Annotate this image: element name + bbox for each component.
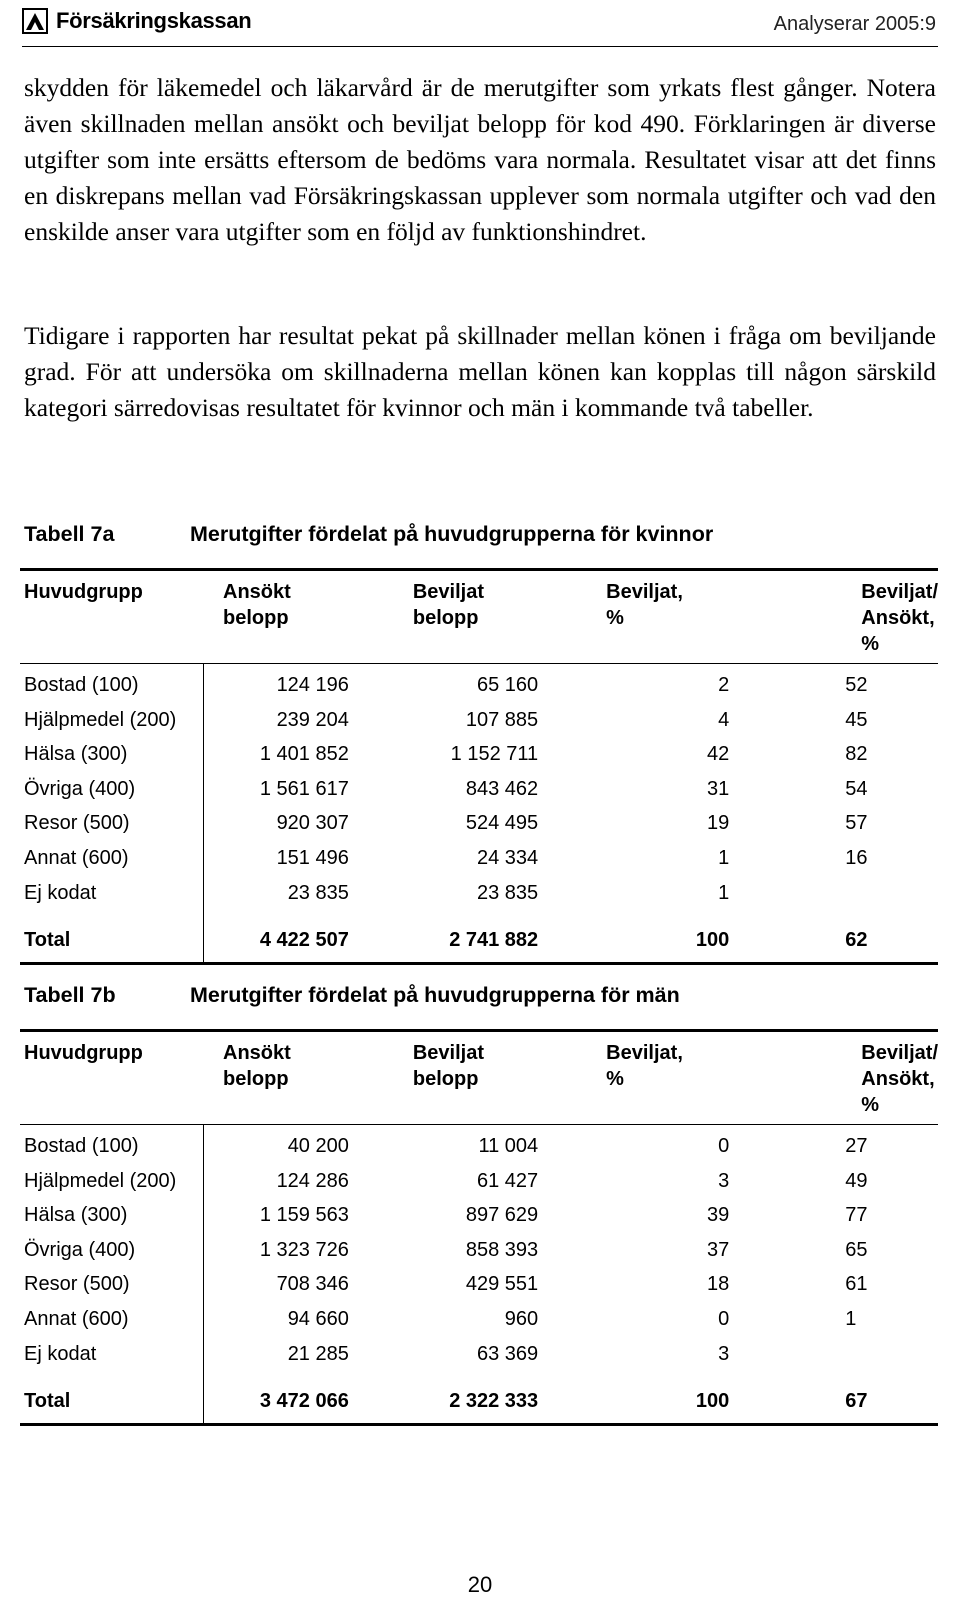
table-label: Tabell 7b <box>24 983 116 1007</box>
cell: 4 422 507 <box>203 910 393 964</box>
cell: 858 393 <box>465 1238 539 1261</box>
cell: 1 561 617 <box>203 772 393 807</box>
page-number: 20 <box>467 1572 493 1597</box>
cell: Total <box>20 1371 203 1425</box>
cell: 24 334 <box>477 846 539 869</box>
table-label: Tabell 7a <box>24 522 115 546</box>
table-row <box>20 876 938 911</box>
cell: 61 427 <box>477 1169 539 1192</box>
table-row <box>20 664 938 703</box>
cell: 21 285 <box>203 1337 393 1372</box>
cell: 124 286 <box>203 1164 393 1199</box>
cell: 3 <box>718 1169 730 1192</box>
cell: Annat (600) <box>24 846 129 869</box>
report-id: Analyserar 2005:9 <box>773 13 936 35</box>
column-header: Beviljat, % <box>586 570 841 664</box>
cell: 151 496 <box>203 841 393 876</box>
cell: 843 462 <box>465 777 539 800</box>
cell: 960 <box>504 1307 539 1330</box>
cell: 57 <box>845 812 868 835</box>
cell: Ej kodat <box>24 1342 97 1365</box>
cell: 239 204 <box>203 703 393 738</box>
cell: 16 <box>845 846 868 869</box>
cell: 65 160 <box>477 674 539 696</box>
table-title: Merutgifter fördelat på huvudgrupperna för män <box>190 983 680 1007</box>
cell: 1 152 711 <box>450 743 539 766</box>
logo-mark-icon <box>22 8 48 34</box>
cell: 4 <box>718 708 730 731</box>
cell: 82 <box>845 743 868 766</box>
cell: Hälsa (300) <box>24 1204 128 1227</box>
cell: 100 <box>586 1371 841 1425</box>
cell: 708 346 <box>203 1267 393 1302</box>
table-total-row <box>20 1371 938 1425</box>
cell <box>841 1337 938 1372</box>
table-title: Merutgifter fördelat på huvudgrupperna för kvinnor <box>190 522 714 546</box>
cell: 23 835 <box>477 881 539 904</box>
table-row <box>20 806 938 841</box>
table-row <box>20 841 938 876</box>
table-row <box>20 1302 938 1337</box>
table-header-row <box>20 1031 938 1125</box>
table-7b-caption <box>24 983 680 1008</box>
table-header-row <box>20 570 938 664</box>
table-row <box>20 1337 938 1372</box>
column-header: Ansökt belopp <box>203 1031 393 1125</box>
cell: 124 196 <box>203 664 393 703</box>
cell: 77 <box>845 1204 868 1227</box>
cell: Hjälpmedel (200) <box>24 1169 177 1192</box>
cell: 62 <box>841 910 938 964</box>
cell: 65 <box>845 1238 868 1261</box>
cell: 1 <box>718 846 730 869</box>
table-7b <box>20 1029 938 1426</box>
cell: 100 <box>586 910 841 964</box>
cell: 0 <box>718 1307 730 1330</box>
cell: 1 401 852 <box>203 737 393 772</box>
cell <box>841 876 938 911</box>
cell: 1 <box>845 1307 857 1330</box>
cell: 3 472 066 <box>203 1371 393 1425</box>
cell: 39 <box>707 1204 730 1227</box>
table-row <box>20 1164 938 1199</box>
table-7a <box>20 568 938 965</box>
cell: Total <box>20 910 203 964</box>
cell: 1 <box>718 881 730 904</box>
cell: 67 <box>841 1371 938 1425</box>
body-paragraph-2: Tidigare i rapporten har resultat pekat på skillnader mellan könen i fråga om beviljande grad. För att undersöka om skillnaderna mellan könen kan kopplas till någon särskild kategori särredovisas resultatet för kvinnor och män i kommande två tabeller. <box>24 321 936 422</box>
cell: 1 323 726 <box>203 1233 393 1268</box>
cell: Hälsa (300) <box>24 743 128 766</box>
cell: Hjälpmedel (200) <box>24 708 177 731</box>
cell: Övriga (400) <box>24 777 136 800</box>
cell: 18 <box>707 1273 730 1296</box>
cell: 61 <box>845 1273 868 1296</box>
cell: 49 <box>845 1169 868 1192</box>
page-header <box>22 4 938 47</box>
cell: 524 495 <box>465 812 539 835</box>
cell: 0 <box>718 1135 730 1157</box>
cell: 40 200 <box>203 1125 393 1164</box>
cell: Övriga (400) <box>24 1238 136 1261</box>
column-header: Beviljat/ Ansökt, % <box>841 570 938 664</box>
cell: 27 <box>845 1135 868 1157</box>
column-header: Ansökt belopp <box>203 570 393 664</box>
cell: 3 <box>718 1342 730 1365</box>
cell: Resor (500) <box>24 812 130 835</box>
table-row <box>20 1125 938 1164</box>
table-row <box>20 1267 938 1302</box>
table-row <box>20 772 938 807</box>
column-header: Huvudgrupp <box>20 1031 203 1125</box>
cell: 897 629 <box>465 1204 539 1227</box>
cell: 11 004 <box>478 1135 539 1157</box>
cell: 45 <box>845 708 868 731</box>
table-total-row <box>20 910 938 964</box>
cell: Bostad (100) <box>24 674 139 696</box>
cell: 429 551 <box>465 1273 539 1296</box>
logo <box>22 8 251 34</box>
cell: 107 885 <box>465 708 539 731</box>
cell: Resor (500) <box>24 1273 130 1296</box>
logo-text: Försäkringskassan <box>56 8 252 33</box>
table-row <box>20 737 938 772</box>
column-header: Huvudgrupp <box>20 570 203 664</box>
cell: Ej kodat <box>24 881 97 904</box>
table-row <box>20 1198 938 1233</box>
column-header: Beviljat belopp <box>393 1031 586 1125</box>
cell: 31 <box>707 777 730 800</box>
cell: 52 <box>845 674 868 696</box>
cell: 42 <box>707 743 730 766</box>
cell: 2 741 882 <box>393 910 586 964</box>
cell: 54 <box>845 777 868 800</box>
cell: 2 322 333 <box>393 1371 586 1425</box>
cell: 37 <box>707 1238 730 1261</box>
column-header: Beviljat/ Ansökt, % <box>841 1031 938 1125</box>
table-row <box>20 703 938 738</box>
cell: 1 159 563 <box>203 1198 393 1233</box>
cell: 63 369 <box>477 1342 539 1365</box>
cell: 23 835 <box>203 876 393 911</box>
table-7a-caption <box>24 522 713 547</box>
cell: Bostad (100) <box>24 1135 139 1157</box>
cell: Annat (600) <box>24 1307 129 1330</box>
cell: 19 <box>707 812 730 835</box>
cell: 94 660 <box>203 1302 393 1337</box>
table-row <box>20 1233 938 1268</box>
column-header: Beviljat, % <box>586 1031 841 1125</box>
column-header: Beviljat belopp <box>393 570 586 664</box>
cell: 920 307 <box>203 806 393 841</box>
body-paragraph-1: skydden för läkemedel och läkarvård är de merutgifter som yrkats flest gånger. Notera även skillnaden mellan ansökt och beviljat belopp för kod 490. Förklaringen är diverse utgifter som inte ersätts eftersom de bedöms vara normala. Resultatet visar att det finns en diskrepans mellan vad Försäkringskassan upplever som normala utgifter och vad den enskilde anser vara utgifter som en följd av funktionshindret. <box>24 73 936 246</box>
cell: 2 <box>718 674 730 696</box>
